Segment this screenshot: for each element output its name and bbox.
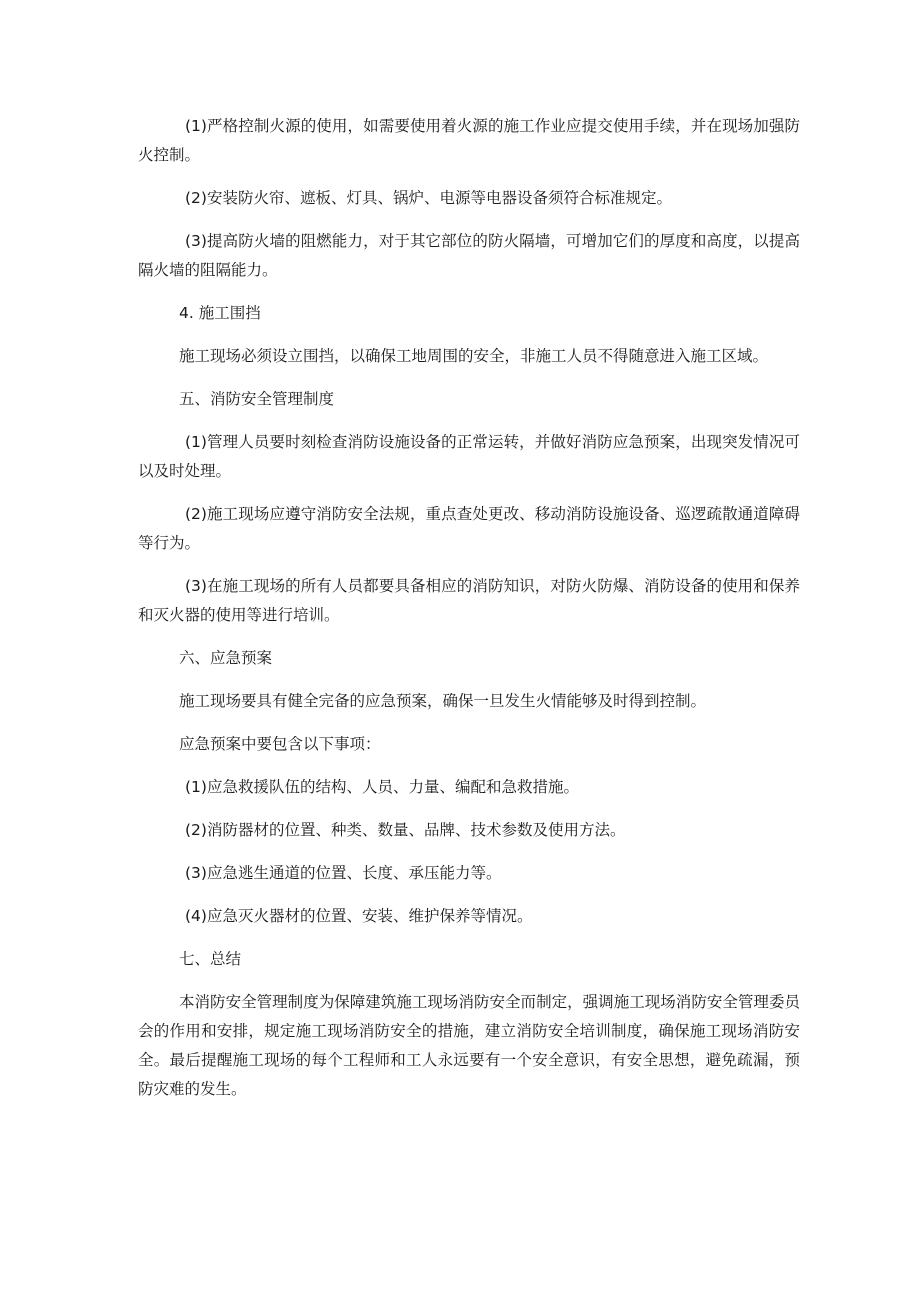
paragraph-hoarding-requirement: 施工现场必须设立围挡，以确保工地周围的安全，非施工人员不得随意进入施工区域。: [179, 347, 769, 365]
list-item-extinguisher-status: (4)应急灭火器材的位置、安装、维护保养等情况。: [185, 907, 533, 925]
paragraph-fire-curtain-equipment: (2)安装防火帘、遮板、灯具、锅炉、电源等电器设备须符合标准规定。: [185, 189, 672, 207]
paragraph-summary: 本消防安全管理制度为保障建筑施工现场消防安全而制定，强调施工现场消防安全管理委员会的作用和安排，规定施工现场消防安全的措施，建立消防安全培训制度，确保施工现场消防安全。最后提醒施工现场的每个工程师和工人永远要有一个安全意识，有安全思想，避免疏漏，预防灾难的发生。: [138, 993, 800, 1098]
document-page: [138, 112, 800, 1118]
paragraph-emergency-plan-items-intro: 应急预案中要包含以下事项：: [179, 735, 381, 753]
paragraph-equipment-inspection: (1)管理人员要时刻检查消防设施设备的正常运转，并做好消防应急预案，出现突发情况可以及时处理。: [138, 433, 800, 480]
paragraph-emergency-plan-intro: 施工现场要具有健全完备的应急预案，确保一旦发生火情能够及时得到控制。: [179, 692, 707, 710]
list-item-escape-route: (3)应急逃生通道的位置、长度、承压能力等。: [185, 864, 502, 882]
section-heading-emergency-plan: 六、应急预案: [179, 649, 273, 667]
paragraph-fire-regulations: (2)施工现场应遵守消防安全法规，重点查处更改、移动消防设施设备、巡逻疏散通道障碍等行为。: [138, 505, 800, 552]
paragraph-firewall-resistance: (3)提高防火墙的阻燃能力，对于其它部位的防火隔墙，可增加它们的厚度和高度，以提高隔火墙的阻隔能力。: [138, 232, 800, 279]
section-heading-fire-safety-management: 五、消防安全管理制度: [179, 390, 335, 408]
paragraph-fire-training: (3)在施工现场的所有人员都要具备相应的消防知识，对防火防爆、消防设备的使用和保养和灭火器的使用等进行培训。: [138, 577, 800, 624]
section-heading-construction-hoarding: 4. 施工围挡: [179, 304, 261, 322]
list-item-rescue-team: (1)应急救援队伍的结构、人员、力量、编配和急救措施。: [185, 778, 579, 796]
section-heading-summary: 七、总结: [179, 950, 242, 968]
paragraph-fire-source-control: (1)严格控制火源的使用，如需要使用着火源的施工作业应提交使用手续，并在现场加强防火控制。: [138, 117, 800, 164]
list-item-fire-equipment: (2)消防器材的位置、种类、数量、品牌、技术参数及使用方法。: [185, 821, 626, 839]
